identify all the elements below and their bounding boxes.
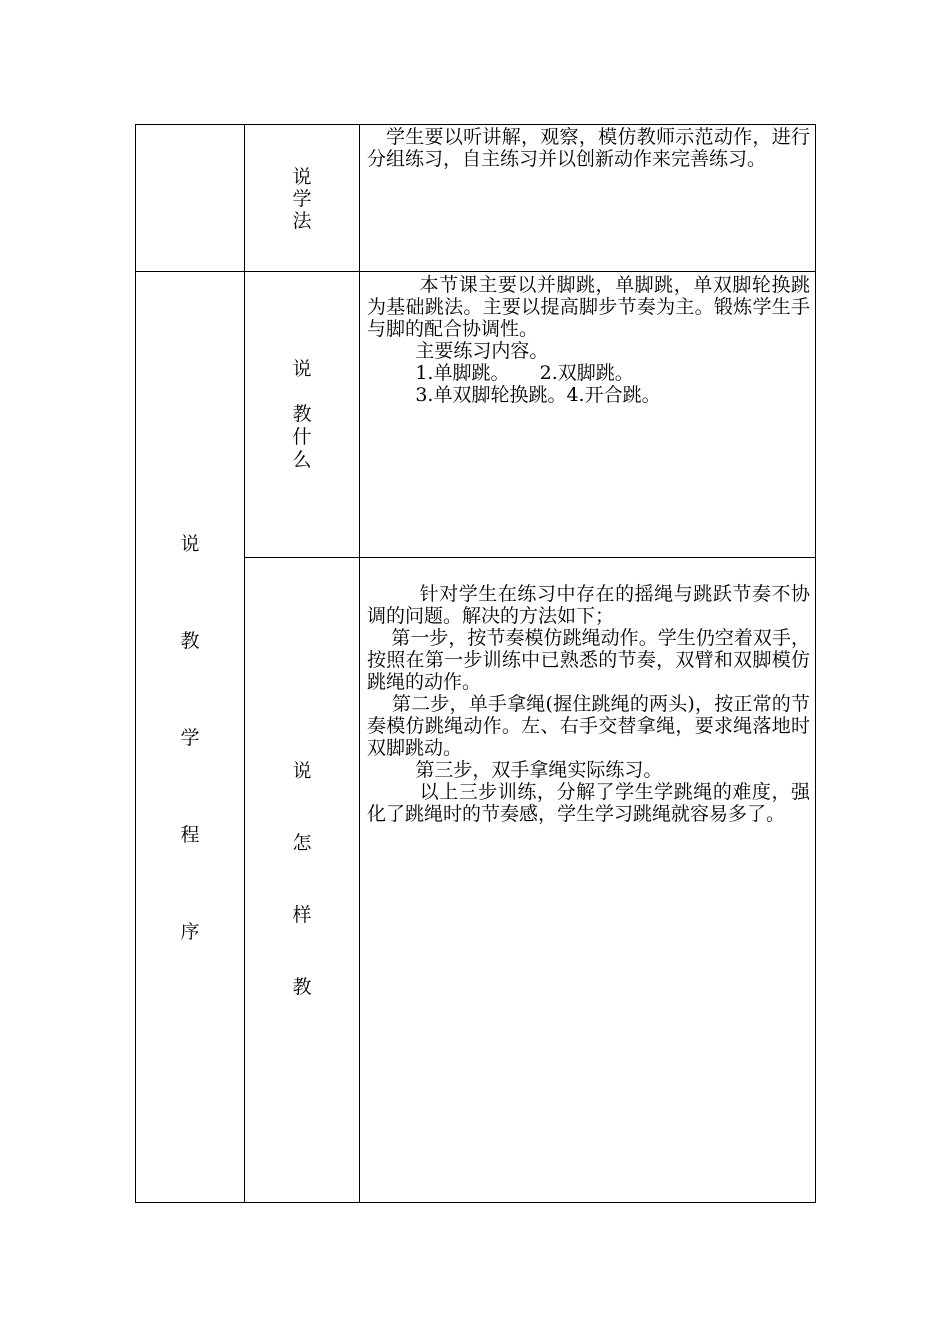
cell-teach-what-text: 本节课主要以并脚跳，单脚跳，单双脚轮换跳为基础跳法。主要以提高脚步节奏为主。锻炼学生手与脚的配合协调性。 主要练习内容。 1.单脚跳。 2.双脚跳。 3.单双脚轮换跳。4.开合跳。 [367,274,810,406]
table-row-divider [135,271,816,272]
cell-study-method-text: 学生要以听讲解，观察，模仿教师示范动作，进行分组练习，自主练习并以创新动作来完善练习。 [367,126,810,170]
label-teach-what: 说 教 什 么 [292,358,312,471]
cell-how-to-teach-text: 针对学生在练习中存在的摇绳与跳跃节奏不协调的问题。解决的方法如下； 第一步，按节奏模仿跳绳动作。学生仍空着双手，按照在第一步训练中已熟悉的节奏，双臂和双脚模仿跳绳的动作。 第二步，单手拿绳(握住跳绳的两头)，按正常的节奏模仿跳绳动作。左、右手交替拿绳，要求绳落地时双脚跳动。 第三步，双手拿绳实际练习。 以上三步训练，分解了学生学跳绳的难度，强化了跳绳时的节奏感，学生学习跳绳就容易多了。 [367,583,810,825]
table-border-left [135,124,136,1203]
table-row-divider-inner [244,557,816,558]
table-col-divider-2 [359,124,360,1203]
table-border-right [815,124,816,1203]
label-study-method: 说 学 法 [292,166,312,232]
table-border-top [135,124,816,125]
table-col-divider-1 [244,124,245,1203]
table-border-bottom [135,1202,816,1203]
label-teaching-procedure: 说 教 学 程 序 [180,533,200,943]
label-how-to-teach: 说 怎 样 教 [292,760,312,998]
